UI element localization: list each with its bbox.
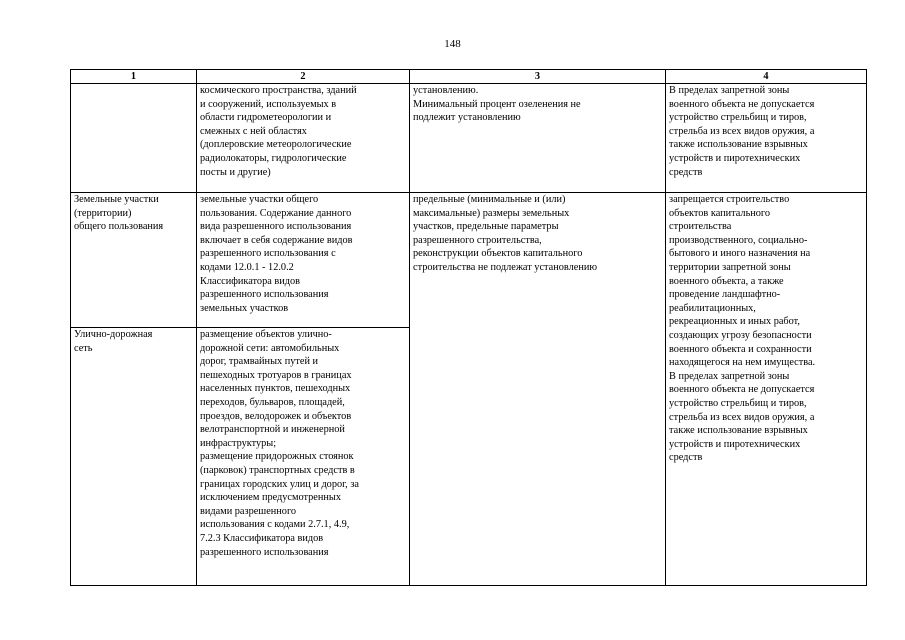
column-header-3: 3 <box>410 70 666 84</box>
column-header-1: 1 <box>71 70 197 84</box>
table-row <box>71 84 867 193</box>
column-header-4: 4 <box>666 70 867 84</box>
parameters-cell: предельные (минимальные и (или) максимальные) размеры земельных участков, предельные параметры разрешенного строительства, реконструкции объектов капитального строительства не подлежат установлению <box>410 193 666 586</box>
column-header-2: 2 <box>197 70 410 84</box>
land-use-description-cell: космического пространства, зданий и сооружений, используемых в области гидрометеорологии и смежных с ней областях (доплеровские метеорологические радиолокаторы, гидрологические посты и другие) <box>197 84 410 193</box>
restrictions-cell: запрещается строительство объектов капитального строительства производственного, социально- бытового и иного назначения на территории запретной зоны военного объекта, а также проведение ландшафтно- реабилитационных, рекреационных и иных работ, создающих угрозу безопасности военного объекта и сохранности находящегося на нем имущества. В пределах запретной зоны военного объекта не допускается устройство стрельбищ и тиров, стрельба из всех видов оружия, а также использование взрывных устройств и пиротехнических средств <box>666 193 867 586</box>
table-header-row <box>71 70 867 84</box>
land-use-type-cell: Улично-дорожная сеть <box>71 328 197 586</box>
land-use-type-cell <box>71 84 197 193</box>
land-use-type-cell: Земельные участки (территории) общего пользования <box>71 193 197 328</box>
table-row <box>71 193 867 328</box>
page-number: 148 <box>444 38 461 50</box>
restrictions-cell: В пределах запретной зоны военного объекта не допускается устройство стрельбищ и тиров, стрельба из всех видов оружия, а также использование взрывных устройств и пиротехнических средств <box>666 84 867 193</box>
land-use-description-cell: земельные участки общего пользования. Содержание данного вида разрешенного использования включает в себя содержание видов разрешенного использования с кодами 12.0.1 - 12.0.2 Классификатора видов разрешенного использования земельных участков <box>197 193 410 328</box>
land-use-table <box>70 69 867 586</box>
land-use-description-cell: размещение объектов улично- дорожной сети: автомобильных дорог, трамвайных путей и пешеходных тротуаров в границах населенных пунктов, пешеходных переходов, бульваров, площадей, проездов, велодорожек и объектов велотранспортной и инженерной инфраструктуры; размещение придорожных стоянок (парковок) транспортных средств в границах городских улиц и дорог, за исключением предусмотренных видами разрешенного использования с кодами 2.7.1, 4.9, 7.2.3 Классификатора видов разрешенного использования <box>197 328 410 586</box>
parameters-cell: установлению. Минимальный процент озеленения не подлежит установлению <box>410 84 666 193</box>
